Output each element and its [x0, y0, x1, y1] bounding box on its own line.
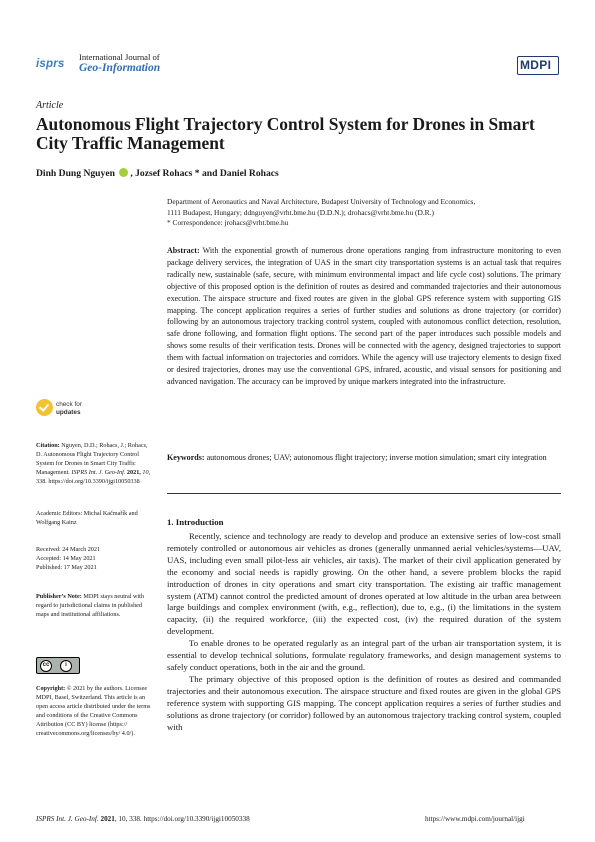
- article-type: Article: [36, 100, 64, 111]
- section-divider: [167, 493, 561, 494]
- copyright-text: © 2021 by the authors. Licensee MDPI, Basel, Switzerland. This article is an open access article distributed under the terms and conditions of the Creative Commons Attribution (CC BY) license (https:// creativecommons.org/licenses/by/ 4.0/).: [36, 685, 151, 738]
- affiliation-line: Department of Aeronautics and Naval Architecture, Budapest University of Technology and Economics,: [167, 197, 476, 206]
- author-names-rest: , Jozsef Rohacs * and Daniel Rohacs: [130, 168, 279, 179]
- affiliation: [167, 197, 567, 229]
- footer-citation: [36, 815, 250, 823]
- updates-text: updates: [56, 409, 81, 416]
- keywords-text: autonomous drones; UAV; autonomous flight trajectory; inverse motion simulation; smart city integration: [204, 453, 547, 462]
- orcid-icon[interactable]: [119, 168, 128, 177]
- footer-journal: ISPRS Int. J. Geo-Inf.: [36, 815, 99, 823]
- cc-license-icon[interactable]: [36, 657, 80, 674]
- received-date: Received: 24 March 2021: [36, 546, 101, 553]
- isprs-logo: isprs: [36, 58, 65, 70]
- check-for-updates-label[interactable]: [56, 401, 82, 417]
- section-body: [167, 531, 561, 733]
- article-title: Autonomous Flight Trajectory Control System for Drones in Smart City Traffic Management: [36, 114, 535, 153]
- citation-year: 2021,: [125, 469, 143, 477]
- copyright: [36, 684, 154, 739]
- footer-doi[interactable]: , 10, 338. https://doi.org/10.3390/ijgi10050338: [114, 815, 250, 823]
- affiliation-line: 1111 Budapest, Hungary; ddnguyen@vrht.bme.hu (D.D.N.); drohacs@vrht.bme.hu (D.R.): [167, 207, 434, 217]
- academic-editors: Academic Editors: Michal Kačmařík and Wolfgang Kainz: [36, 510, 138, 527]
- keywords: [167, 452, 561, 464]
- footer-url[interactable]: https://www.mdpi.com/journal/ijgi: [425, 815, 525, 823]
- citation-label: Citation:: [36, 442, 60, 449]
- check-for-updates-icon[interactable]: [36, 399, 53, 416]
- section-heading: 1. Introduction: [167, 517, 224, 527]
- copyright-label: Copyright:: [36, 685, 66, 692]
- citation-journal: ISPRS Int. J. Geo-Inf.: [71, 469, 126, 477]
- paragraph: Recently, science and technology are ready to develop and produce an extensive series of low-cost small remotely controlled or autonomous air vehicles as drones (generally unmanned aerial vehicles/systems—UAV, UAS, including even small pilot-less air vehicles, air taxis). The market of their civil application generated by the economy and social needs is rapidly growing. On the other hand, a severe problem blocks the rapid introduction of drones in city operations and smart city transportation. The existing air traffic management system (ATM) cannot control the predicted amount of drones operated at low altitude in the urban area between large buildings and complex environment (with, e.g., reflection), due to, e.g., (i) the limitations in the system capacity, (ii) the required workforce, (iii) the expected cost, (iv) the required duration of the system development.: [167, 531, 561, 637]
- footer-year: 2021: [98, 815, 115, 823]
- cc-icon: cc: [40, 660, 52, 672]
- journal-name-line2: Geo-Information: [79, 62, 161, 74]
- publisher-note-text: MDPI stays neutral with regard to jurisdictional claims in published maps and institutional affiliations.: [36, 593, 144, 619]
- paragraph: To enable drones to be operated regularly as an integral part of the urban air transportation system, it is essential to develop technical solutions, formulate regulatory frameworks, and design management systems to safely conduct operations, both in the air and the ground.: [167, 638, 561, 672]
- citation-doi[interactable]: , 338. https://doi.org/10.3390/ijgi10050338: [36, 469, 151, 486]
- by-icon: i: [60, 660, 72, 672]
- keywords-label: Keywords:: [167, 453, 205, 462]
- dates: [36, 545, 154, 572]
- mdpi-logo: MDPI: [520, 58, 552, 72]
- publisher-note: [36, 592, 154, 619]
- abstract: [167, 245, 561, 388]
- published-date: Published: 17 May 2021: [36, 564, 97, 572]
- correspondence: * Correspondence: jrohacs@vrht.bme.hu: [167, 218, 289, 228]
- paragraph: The primary objective of this proposed option is the definition of routes as desired and commanded trajectories and their autonomous execution. The airspace structure and fixed routes are given in the global GPS reference system with supporting GIS mapping. The concept application requires a series of further studies and solutions as drone trajectory (or corridor) followed by an autonomous trajectory tracking control system, coupled with: [167, 673, 561, 732]
- check-for-text: check for: [56, 401, 82, 408]
- publisher-note-label: Publisher’s Note:: [36, 593, 82, 600]
- citation-volume: 10: [142, 469, 149, 477]
- author-list: [36, 168, 279, 179]
- citation: [36, 441, 154, 486]
- journal-name-line1: International Journal of: [79, 52, 160, 62]
- abstract-label: Abstract:: [167, 246, 200, 255]
- citation-text: Nguyen, D.D.; Rohacs, J.; Rohacs, D. Autonomous Flight Trajectory Control System for Drones in Smart City Traffic Management.: [36, 442, 148, 477]
- abstract-text: With the exponential growth of numerous drone operations ranging from infrastructure monitoring to even package delivery services, the integration of UAS in the smart city transportation systems is an actual task that requires radically new, sustainable (safe, secure, with minimum environmental impact and life cycle cost) solutions. The primary objective of this proposed option is the definition of routes as desired and commanded trajectories and their autonomous execution. The airspace structure and fixed routes are given in the global GPS reference system with supporting GIS mapping. The concept application requires a series of further studies and solutions as drone trajectory (or corridor) following by an autonomous trajectory tracking control system, coupled with autonomous conflict detection, resolution, safe drone following, and formation flight options. The second part of the paper introduces such possible models and shows some results of their verification tests. Drones will be connected with the agency, designed trajectories to support them with factual information on trajectories and corridors. While the agency will use trajectory elements to design fixed or desired trajectories, drones may use the conventional GPS, infrared, acoustic, and visual sensors for positioning and advanced navigation. The accuracy can be improved by unique markers integrated into the infrastructure.: [167, 246, 561, 386]
- author-name[interactable]: Dinh Dung Nguyen: [36, 168, 115, 179]
- accepted-date: Accepted: 14 May 2021: [36, 555, 96, 563]
